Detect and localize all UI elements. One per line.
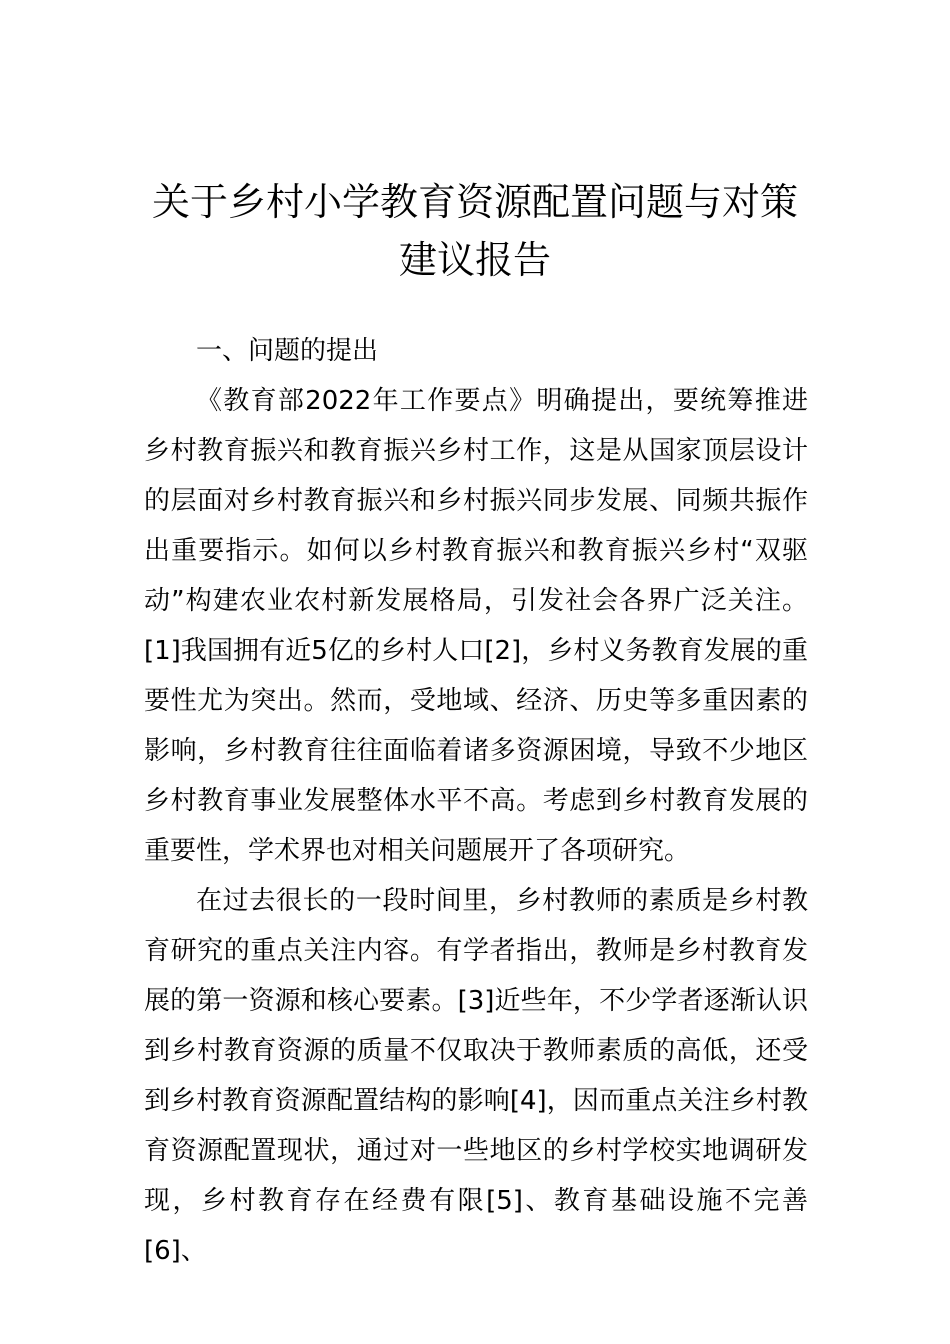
document-title: 关于乡村小学教育资源配置问题与对策建议报告 [151,180,798,282]
section-heading: 一、问题的提出 [196,336,379,366]
paragraph-2: 在过去很长的一段时间里，乡村教师的素质是乡村教育研究的重点关注内容。有学者指出，教师是乡村教育发展的第一资源和核心要素。[3]近些年，不少学者逐渐认识到乡村教育资源的质量不仅取决于教师素质的高低，还受到乡村教育资源配置结构的影响[4]，因而重点关注乡村教育资源配置现状，通过对一些地区的乡村学校实地调研发现，乡村教育存在经费有限[5]、教育基础设施不完善[6]、 [144,886,808,1266]
paragraph-1: 《教育部2022年工作要点》明确提出，要统筹推进乡村教育振兴和教育振兴乡村工作，这是从国家顶层设计的层面对乡村教育振兴和乡村振兴同步发展、同频共振作出重要指示。如何以乡村教育振兴和教育振兴乡村“双驱动”构建农业农村新发展格局，引发社会各界广泛关注。[1]我国拥有近5亿的乡村人口[2]，乡村义务教育发展的重要性尤为突出。然而，受地域、经济、历史等多重因素的影响，乡村教育往往面临着诸多资源困境，导致不少地区乡村教育事业发展整体水平不高。考虑到乡村教育发展的重要性，学术界也对相关问题展开了各项研究。 [144,386,808,866]
document-body [144,326,808,1276]
